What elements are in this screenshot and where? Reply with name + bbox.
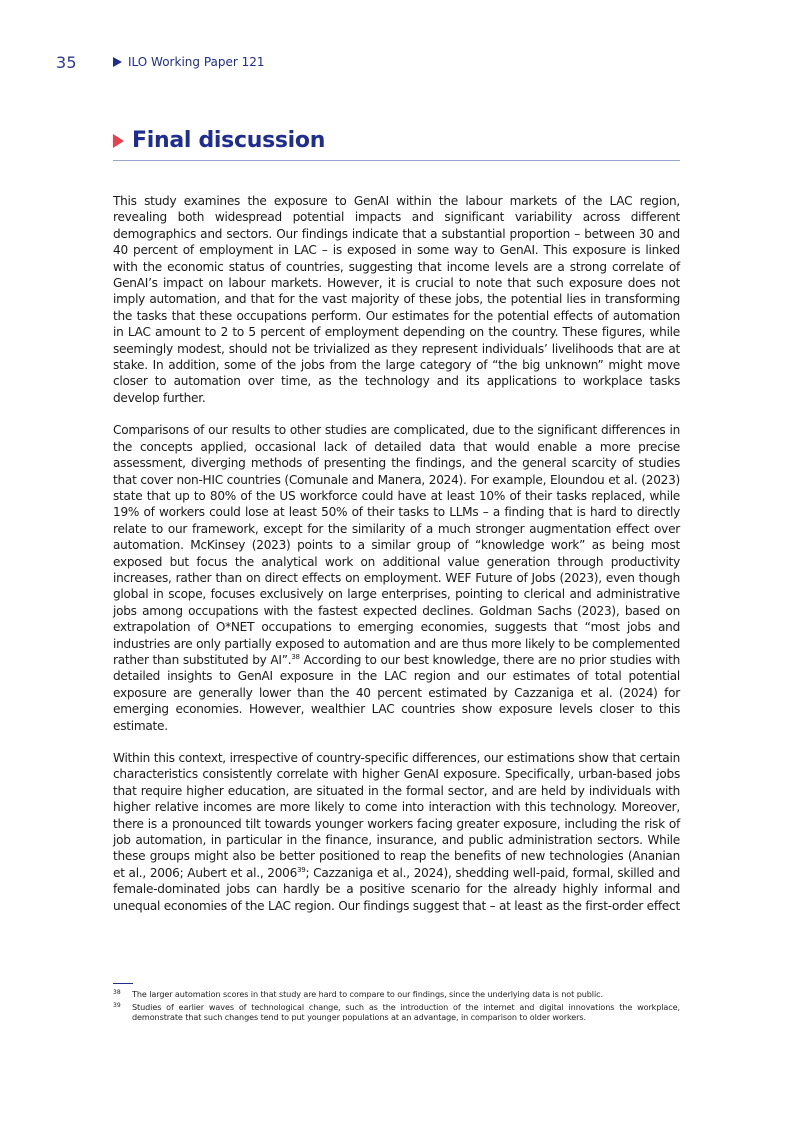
footnote-ref-39: 39 [297,865,306,874]
section-title: Final discussion [132,128,326,153]
running-head [113,55,265,69]
paragraph-2-part-b: According to our best knowledge, there are no prior studies with detailed insights to GenAI exposure in the LAC region and our estimates of total potential exposure are generally lower than the 40 percent estimated by Cazzaniga et al. (2024) for emerging economies. However, wealthier LAC countries show exposure levels closer to this estimate. [113,652,681,733]
running-title: ILO Working Paper 121 [128,55,265,69]
paragraph-3-part-b: ; Cazzaniga et al., 2024), shedding well-paid, formal, skilled and female-dominated jobs can hardly be a positive scenario for the already highly informal and unequal economies of the LAC region. Our findings suggest that – at least as the first-order effect [113,865,680,913]
body-text [113,193,680,930]
footnote-item [113,1002,680,1023]
footnote-ref-38: 38 [291,652,300,661]
paragraph-2 [113,422,680,734]
footnotes [113,989,680,1025]
footnote-number: 39 [113,1001,121,1009]
paragraph-3 [113,750,680,914]
heading-divider [113,160,680,161]
paragraph-1: This study examines the exposure to GenAI within the labour markets of the LAC region, revealing both widespread potential impacts and significant variability across different demographics and sectors. Our findings indicate that a substantial proportion – between 30 and 40 percent of employment in LAC – is exposed in some way to GenAI. This exposure is linked with the economic status of countries, suggesting that income levels are a strong correlate of GenAI’s impact on labour markets. However, it is crucial to note that such exposure does not imply automation, and that for the vast majority of these jobs, the potential lies in transforming the tasks that these occupations perform. Our estimates for the potential effects of automation in LAC amount to 2 to 5 percent of employment depending on the country. These figures, while seemingly modest, should not be trivialized as they represent individuals’ livelihoods that are at stake. In addition, some of the jobs from the large category of “the big unknown” might move closer to automation over time, as the technology and its applications to workplace tasks develop further. [113,194,680,405]
section-heading [113,128,680,153]
triangle-right-icon [113,57,122,67]
page-number: 35 [56,53,77,72]
paragraph-3-part-a: Within this context, irrespective of country-specific differences, our estimations show that certain characteristics consistently correlate with higher GenAI exposure. Specifically, urban-based jobs that require higher education, are situated in the formal sector, and are held by individuals with higher relative incomes are more likely to come into interaction with this technology. Moreover, there is a pronounced tilt towards younger workers facing greater exposure, including the risk of job automation, in particular in the finance, insurance, and public administration sectors. While these groups might also be better positioned to reap the benefits of new technologies (Ananian et al., 2006; Aubert et al., 2006 [113,751,680,880]
footnote-text: The larger automation scores in that study are hard to compare to our findings, since the underlying data is not public. [132,989,603,999]
paragraph-2-part-a: Comparisons of our results to other studies are complicated, due to the significant differences in the concepts applied, occasional lack of detailed data that would enable a more precise assessment, diverging methods of presenting the findings, and the general scarcity of studies that cover non-HIC countries (Comunale and Manera, 2024). For example, Eloundou et al. (2023) state that up to 80% of the US workforce could have at least 10% of their tasks replaced, while 19% of workers could lose at least 50% of their tasks to LLMs – a finding that is hard to directly relate to our framework, except for the similarity of a much stronger augmentation effect over automation. McKinsey (2023) points to a similar group of “knowledge work” as being most exposed but focus the analytical work on additional value generation through productivity increases, rather than on direct effects on employment. WEF Future of Jobs (2023), even though global in scope, focuses exclusively on large enterprises, pointing to clerical and administrative jobs among occupations with the fastest expected declines. Goldman Sachs (2023), based on extrapolation of O*NET occupations to emerging economies, suggests that “most jobs and industries are only partially exposed to automation and are thus more likely to be complemented rather than substituted by AI”. [113,423,680,667]
footnote-number: 38 [113,989,121,996]
footnote-divider [113,983,133,984]
triangle-right-red-icon [113,134,124,148]
footnote-item [113,989,680,1000]
footnote-text: Studies of earlier waves of technological change, such as the introduction of the internet and digital innovations the workplace, demonstrate that such changes tend to put younger populations at an advantage, in comparison to older workers. [132,1001,680,1023]
